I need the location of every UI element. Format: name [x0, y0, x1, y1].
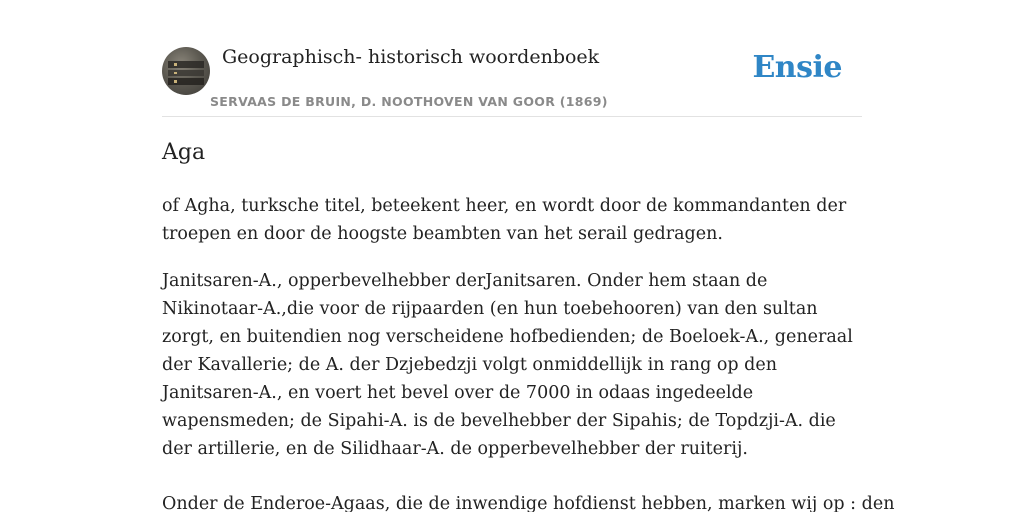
book-title[interactable]: Geographisch- historisch woordenboek — [222, 46, 600, 68]
entry-paragraph: of Agha, turksche titel, beteekent heer, en wordt door de kommandanten der troepen en door de hoogste beambten van het serail gedragen. — [162, 196, 847, 244]
header — [162, 0, 862, 117]
entry-title: Aga — [162, 140, 206, 165]
entry-paragraph: Janitsaren-A., opperbevelhebber derJanitsaren. Onder hem staan de Nikinotaar-A.,die voor de rijpaarden (en hun toebehooren) van den sultan zorgt, en buitendien nog verscheidene hofbedienden; de Boeloek-A., generaal der Kavallerie; de A. der Dzjebedzji volgt onmiddellijk in rang op den Janitsaren-A., en voert het bevel over de 7000 in odaas ingedeelde wapensmeden; de Sipahi-A. is de bevelhebber der Sipahis; de Topdzji-A. die der artillerie, en de Silidhaar-A. de opperbevelhebber der ruiterij. — [162, 271, 853, 459]
book-icon[interactable] — [162, 47, 210, 95]
ensie-logo[interactable]: Ensie — [752, 50, 842, 85]
entry-paragraph: Onder de Enderoe-Agaas, die de inwendige hofdienst hebben, marken wij op : den — [162, 494, 895, 512]
page-container — [162, 0, 895, 512]
book-author: SERVAAS DE BRUIN, D. NOOTHOVEN VAN GOOR (1869) — [210, 94, 608, 109]
